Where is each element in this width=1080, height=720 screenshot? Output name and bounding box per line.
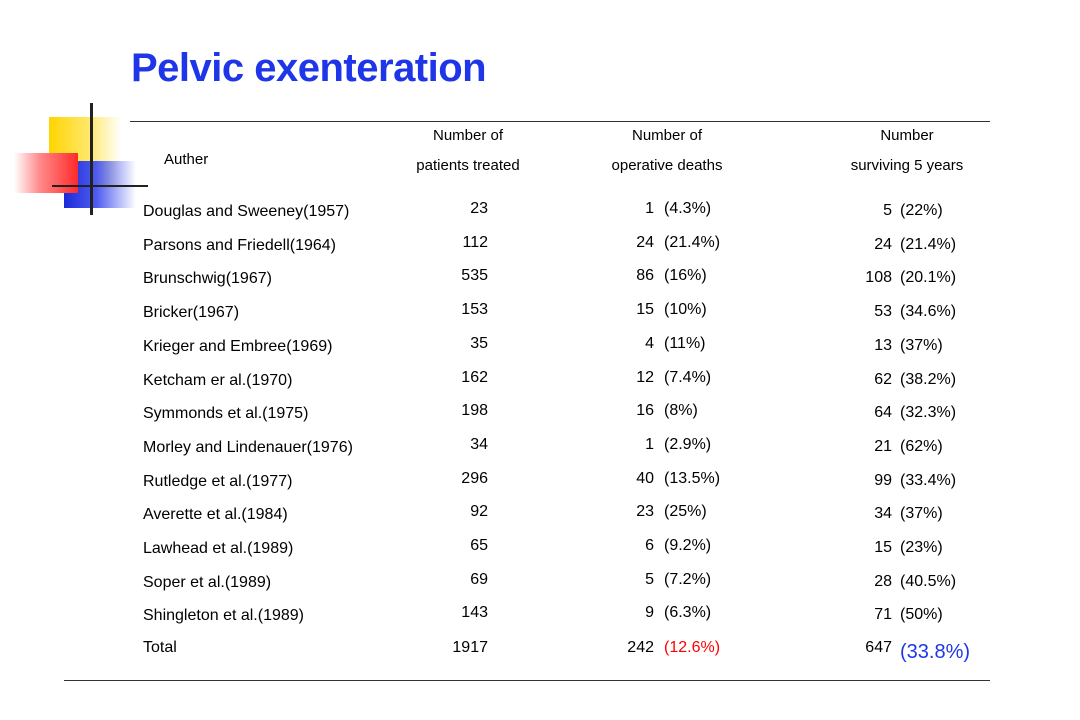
row-surv-pct: (62%) (900, 437, 943, 455)
row-treated: 296 (461, 469, 488, 487)
row-deaths-pct: (7.2%) (664, 570, 712, 588)
row-author: Morley and Lindenauer(1976) (143, 438, 353, 456)
logo-horizontal-line (52, 185, 148, 187)
row-deaths: 1 (645, 200, 654, 217)
row-surv: 13 (874, 336, 892, 354)
row-treated: 65 (470, 537, 488, 554)
row-deaths: 9 (645, 604, 654, 622)
total-surv-pct: (33.8%) (900, 641, 971, 663)
row-treated: 143 (461, 604, 488, 622)
total-deaths-pct: (12.6%) (664, 639, 721, 656)
row-author: Brunschwig(1967) (143, 270, 272, 288)
row-surv-pct: (21.4%) (900, 235, 957, 253)
row-surv: 53 (874, 303, 892, 321)
decorative-logo (0, 0, 160, 230)
row-treated: 198 (461, 402, 488, 420)
row-treated: 69 (470, 570, 488, 588)
row-deaths: 24 (636, 233, 654, 251)
row-deaths-pct: (10%) (664, 301, 707, 319)
row-surv-pct: (37%) (900, 505, 943, 523)
row-author: Symmonds et al.(1975) (143, 405, 309, 423)
header-treated-line1: Number of (432, 127, 504, 144)
row-treated: 112 (462, 233, 488, 251)
row-deaths: 12 (636, 368, 654, 386)
row-deaths: 86 (636, 267, 654, 285)
row-surv: 28 (874, 572, 892, 590)
row-surv: 15 (874, 539, 892, 556)
row-surv: 62 (874, 370, 892, 388)
row-deaths-pct: (2.9%) (664, 435, 712, 453)
row-deaths-pct: (9.2%) (664, 537, 712, 554)
logo-red-square (14, 153, 78, 193)
row-deaths: 6 (645, 537, 654, 554)
row-treated: 92 (470, 503, 488, 521)
row-surv: 24 (874, 235, 892, 253)
row-deaths-pct: (21.4%) (664, 233, 721, 251)
row-deaths: 23 (636, 503, 654, 521)
row-surv-pct: (37%) (900, 336, 943, 354)
row-surv: 64 (874, 404, 892, 422)
row-deaths: 15 (636, 301, 654, 319)
table-bottom-rule (64, 680, 990, 681)
row-deaths-pct: (25%) (664, 503, 707, 521)
row-deaths: 40 (636, 469, 654, 487)
row-surv: 71 (874, 606, 892, 624)
total-surv: 647 (865, 639, 892, 656)
row-deaths-pct: (13.5%) (664, 469, 721, 487)
header-surv-line2: surviving 5 years (850, 157, 964, 174)
logo-vertical-line (90, 103, 93, 215)
row-deaths: 5 (645, 570, 654, 588)
row-surv-pct: (33.4%) (900, 471, 957, 489)
row-surv-pct: (50%) (900, 606, 943, 624)
row-surv-pct: (34.6%) (900, 303, 957, 321)
row-author: Averette et al.(1984) (143, 506, 288, 524)
row-author: Krieger and Embree(1969) (143, 337, 333, 355)
row-deaths-pct: (7.4%) (664, 368, 712, 386)
row-treated: 153 (461, 301, 488, 319)
row-treated: 34 (470, 435, 488, 453)
row-author: Soper et al.(1989) (143, 573, 272, 591)
row-surv: 99 (874, 471, 892, 489)
row-author: Ketcham er al.(1970) (143, 371, 293, 389)
header-treated-line2: patients treated (416, 157, 520, 174)
row-treated: 35 (470, 334, 488, 352)
total-author: Total (143, 639, 177, 656)
header-deaths-line2: operative deaths (611, 157, 723, 174)
row-deaths: 16 (636, 402, 654, 420)
row-author: Bricker(1967) (143, 304, 240, 322)
row-author: Parsons and Friedell(1964) (143, 236, 336, 254)
row-surv-pct: (32.3%) (900, 404, 957, 422)
page-title: Pelvic exenteration (131, 46, 487, 90)
row-author: Shingleton et al.(1989) (143, 607, 304, 625)
row-surv: 34 (874, 505, 892, 523)
row-author: Rutledge et al.(1977) (143, 472, 293, 490)
row-surv: 5 (883, 202, 892, 219)
table-top-rule (130, 121, 990, 122)
header-author: Auther (164, 151, 209, 168)
header-deaths-line1: Number of (631, 127, 703, 144)
row-author: Douglas and Sweeney(1957) (143, 203, 350, 220)
row-surv-pct: (40.5%) (900, 572, 957, 590)
row-surv-pct: (23%) (900, 539, 943, 556)
row-deaths-pct: (4.3%) (664, 200, 712, 217)
row-surv-pct: (38.2%) (900, 370, 957, 388)
row-deaths-pct: (16%) (664, 267, 707, 285)
row-surv-pct: (20.1%) (900, 269, 957, 287)
row-treated: 23 (470, 200, 488, 217)
row-deaths-pct: (11%) (664, 334, 706, 352)
row-surv: 108 (865, 269, 892, 287)
row-deaths-pct: (6.3%) (664, 604, 712, 622)
row-treated: 162 (461, 368, 488, 386)
row-surv: 21 (874, 437, 892, 455)
row-treated: 535 (461, 267, 488, 285)
row-author: Lawhead et al.(1989) (143, 540, 294, 557)
row-deaths: 4 (645, 334, 654, 352)
header-surv-line1: Number (880, 127, 934, 144)
total-deaths: 242 (627, 639, 654, 656)
total-treated: 1917 (452, 639, 488, 656)
row-deaths: 1 (645, 435, 654, 453)
row-deaths-pct: (8%) (664, 402, 698, 420)
row-surv-pct: (22%) (900, 202, 943, 219)
